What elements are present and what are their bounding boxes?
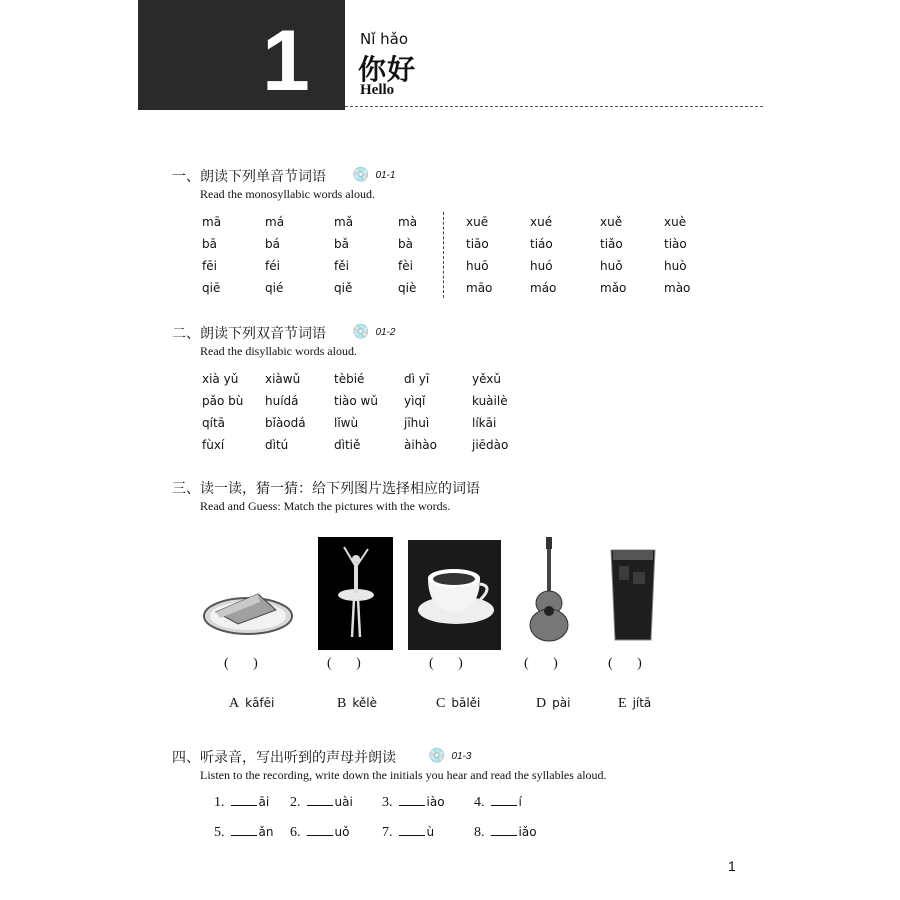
word: tiǎo [600,237,623,251]
guitar-image [527,537,571,643]
dictation-item [382,823,434,841]
item-number: 3. [382,795,393,810]
word: dìtú [265,438,289,452]
word: xiàwǔ [265,372,301,386]
option-letter: C [436,696,446,711]
audio-track-01-2[interactable] [352,324,395,340]
lesson-title-hanzi: 你好 [358,53,417,86]
word: yìqǐ [404,394,426,408]
dictation-item [474,793,522,811]
item-number: 1. [214,795,225,810]
word: lǐwù [334,416,359,430]
ballet-dancer-image [318,537,393,650]
item-number: 8. [474,825,485,840]
word: jīhuì [404,416,430,430]
word: bà [398,237,413,251]
lesson-number: 1 [262,13,310,109]
answer-blank-5[interactable]: ( ) [608,656,642,671]
word: tiào [664,237,687,251]
word: pǎo bù [202,394,244,408]
word: qié [265,281,284,295]
item-number: 6. [290,825,301,840]
word: tèbié [334,372,365,386]
option-pinyin: kāfēi [245,696,275,710]
syllable: ǎn [258,825,274,839]
option-letter: E [618,696,627,711]
option-d [536,696,570,712]
word: qiē [202,281,221,295]
lesson-title-pinyin: Nǐ hǎo [360,30,409,48]
dictation-item [214,793,269,811]
option-e [618,696,651,712]
answer-blank-1[interactable]: ( ) [224,656,258,671]
cola-glass-image [609,546,657,643]
audio-disc-icon: 💿 [428,748,446,764]
dictation-item [474,823,537,841]
option-b [337,696,377,712]
dictation-item [382,793,445,811]
word: māo [466,281,493,295]
dictation-item [214,823,273,841]
section-3-subtitle: Read and Guess: Match the pictures with the words. [200,499,451,513]
word: mǎo [600,281,627,295]
word: xué [530,215,553,229]
word: máo [530,281,557,295]
item-number: 7. [382,825,393,840]
initial-blank[interactable] [231,823,257,836]
option-pinyin: kělè [352,696,377,710]
syllable: ù [426,825,435,839]
word: fèi [398,259,413,273]
word: mào [664,281,691,295]
dictation-item [290,823,349,841]
initial-blank[interactable] [307,823,333,836]
pie-slice-image [202,580,294,640]
word: dì yī [404,372,430,386]
audio-code: 01-3 [451,750,472,762]
audio-disc-icon: 💿 [352,167,370,183]
word: huǒ [600,259,623,273]
initial-blank[interactable] [399,823,425,836]
item-number: 5. [214,825,225,840]
syllable: í [518,795,522,809]
word: huō [466,259,489,273]
answer-blank-3[interactable]: ( ) [429,656,463,671]
word: qítā [202,416,226,430]
section-2-title: 二、朗读下列双音节词语 [172,326,326,342]
word: má [265,215,285,229]
item-number: 2. [290,795,301,810]
word: xià yǔ [202,372,239,386]
option-pinyin: bālěi [451,696,481,710]
word: qiè [398,281,417,295]
section-1-title: 一、朗读下列单音节词语 [172,169,326,185]
word: xuè [664,215,687,229]
syllable: uǒ [334,825,350,839]
word: bā [202,237,217,251]
word: mǎ [334,215,354,229]
syllable: āi [258,795,270,809]
word: tiāo [466,237,489,251]
audio-disc-icon: 💿 [352,324,370,340]
answer-blank-4[interactable]: ( ) [524,656,558,671]
word: huò [664,259,687,273]
word: dìtiě [334,438,361,452]
syllable: uài [334,795,353,809]
option-a [229,696,274,712]
word: bá [265,237,280,251]
lesson-banner [138,0,345,110]
word: jiēdào [472,438,509,452]
page-number: 1 [728,858,736,874]
option-pinyin: jítā [632,696,652,710]
word: bǎ [334,237,349,251]
option-letter: B [337,696,347,711]
column-divider [443,212,444,298]
section-3-title: 三、读一读，猜一猜：给下列图片选择相应的词语 [172,481,480,497]
word: mā [202,215,222,229]
lesson-title-english: Hello [360,82,395,98]
coffee-cup-image [408,540,501,650]
audio-code: 01-2 [375,326,396,338]
word: tiáo [530,237,553,251]
initial-blank[interactable] [307,793,333,806]
section-2-subtitle: Read the disyllabic words aloud. [200,344,357,358]
initial-blank[interactable] [231,793,257,806]
option-letter: D [536,696,547,711]
header-divider [345,106,763,107]
audio-track-01-3[interactable] [428,748,471,764]
option-letter: A [229,696,240,711]
word: féi [265,259,280,273]
initial-blank[interactable] [491,793,517,806]
initial-blank[interactable] [399,793,425,806]
item-number: 4. [474,795,485,810]
option-c [436,696,480,712]
word: bǐàodá [265,416,306,430]
audio-track-01-1[interactable] [352,167,395,183]
word: líkāi [472,416,497,430]
word: qiě [334,281,353,295]
word: xuě [600,215,623,229]
section-4-subtitle: Listen to the recording, write down the initials you hear and read the syllables aloud. [200,768,607,782]
word: yěxǔ [472,372,501,386]
word: fēi [202,259,217,273]
section-4-title: 四、听录音，写出听到的声母并朗读 [172,750,396,766]
word: fěi [334,259,349,273]
word: mà [398,215,418,229]
syllable: iào [426,795,445,809]
answer-blank-2[interactable]: ( ) [327,656,361,671]
word: huídá [265,394,299,408]
section-1-subtitle: Read the monosyllabic words aloud. [200,187,375,201]
word: huó [530,259,553,273]
word: kuàilè [472,394,508,408]
option-pinyin: pài [552,696,571,710]
syllable: iǎo [518,825,537,839]
dictation-item [290,793,353,811]
word: xuē [466,215,489,229]
word: tiào wǔ [334,394,378,408]
audio-code: 01-1 [375,169,396,181]
word: àihào [404,438,437,452]
initial-blank[interactable] [491,823,517,836]
word: fùxí [202,438,225,452]
